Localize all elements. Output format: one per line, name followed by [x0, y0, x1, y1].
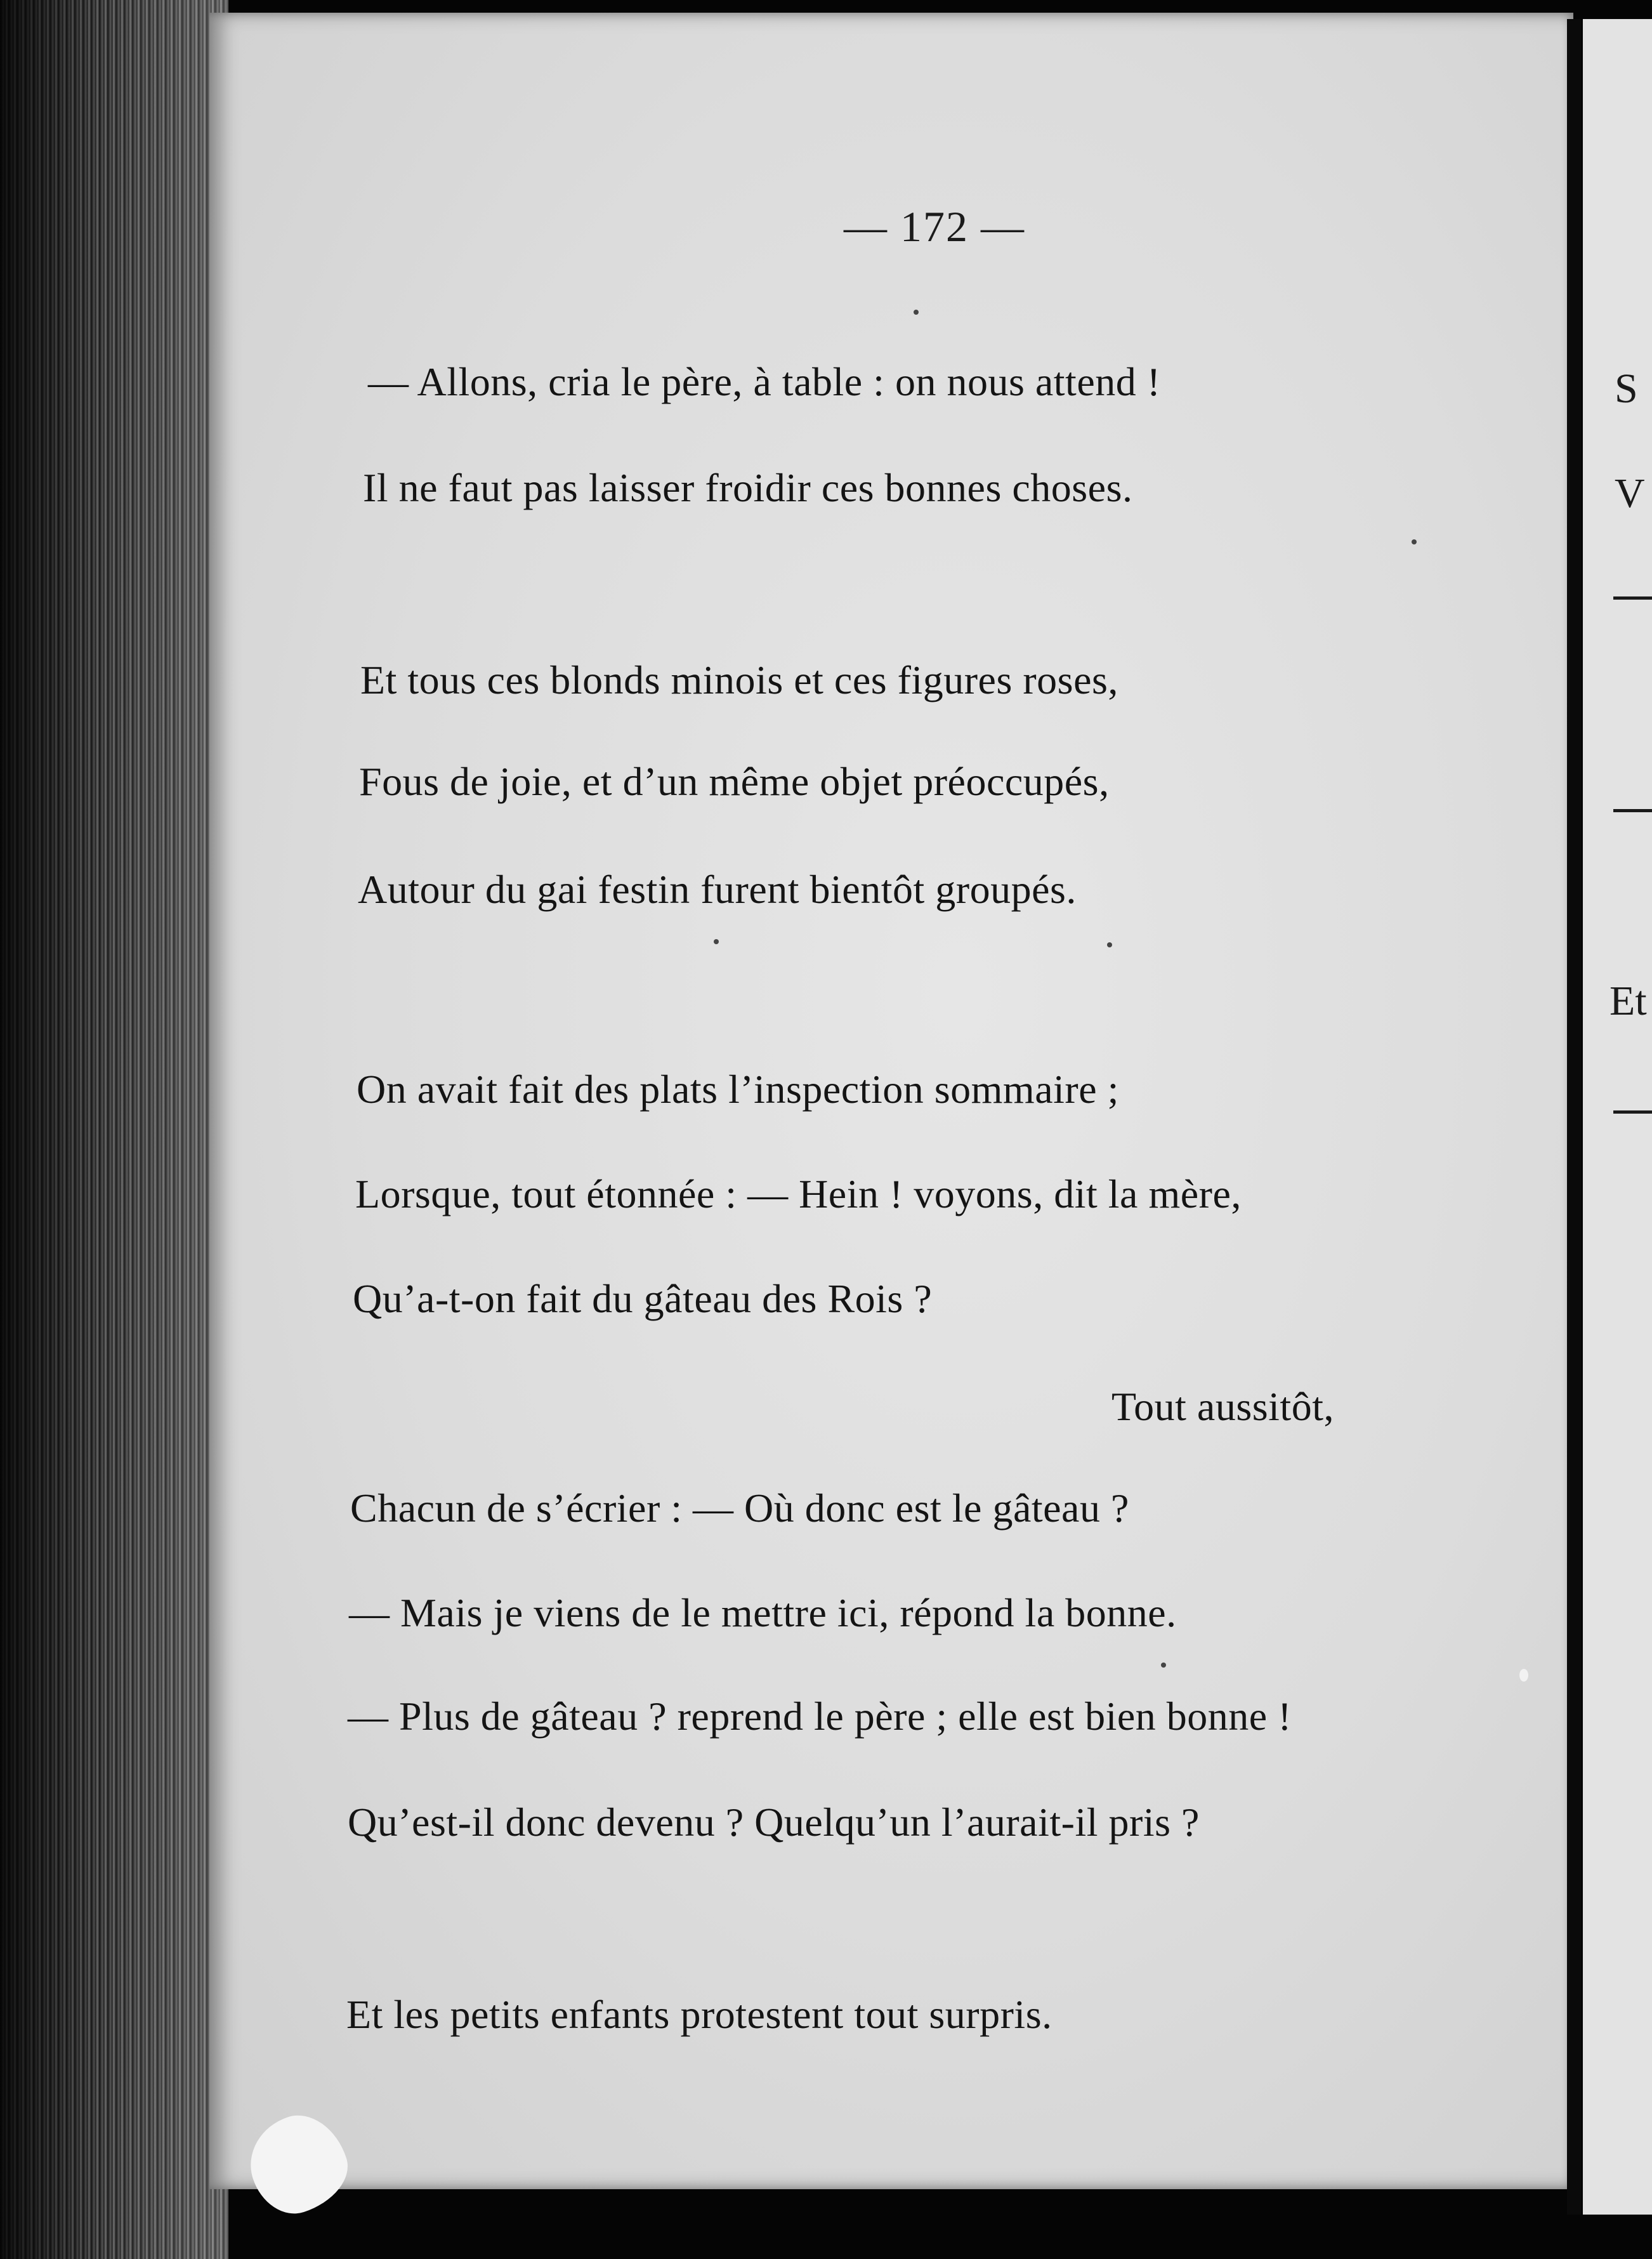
speck — [914, 310, 919, 315]
stacked-page-edges — [0, 0, 228, 2259]
verse-line-1: — Allons, cria le père, à table : on nous attend ! — [368, 359, 1161, 404]
facing-dash-3 — [1613, 1110, 1652, 1114]
verse-line-7: Lorsque, tout étonnée : — Hein ! voyons, dit la mère, — [355, 1171, 1242, 1216]
verse-line-4: Fous de joie, et d’un même objet préoccupés, — [359, 759, 1110, 804]
facing-page-edge — [1583, 19, 1652, 2215]
binding-gutter — [1567, 19, 1581, 2215]
verse-line-14: Et les petits enfants protestent tout surpris. — [346, 1992, 1052, 2037]
speck — [1412, 539, 1417, 544]
verse-line-3: Et tous ces blonds minois et ces figures roses, — [360, 657, 1118, 702]
verse-line-5: Autour du gai festin furent bientôt groupés. — [358, 867, 1077, 912]
speck — [1519, 1669, 1528, 1682]
page-number: — 172 — — [844, 202, 1025, 251]
verse-line-13: Qu’est-il donc devenu ? Quelqu’un l’aurait-il pris ? — [348, 1800, 1200, 1845]
facing-fragment-3: Et — [1609, 978, 1647, 1024]
facing-dash-2 — [1613, 809, 1652, 812]
facing-fragment-2: V — [1615, 470, 1645, 517]
speck — [1107, 942, 1112, 947]
verse-line-8: Qu’a-t-on fait du gâteau des Rois ? — [353, 1276, 933, 1321]
verse-line-6: On avait fait des plats l’inspection sommaire ; — [357, 1067, 1119, 1112]
speck — [1161, 1663, 1166, 1668]
verse-line-9: Tout aussitôt, — [1111, 1384, 1334, 1429]
facing-dash-1 — [1613, 596, 1652, 600]
verse-line-10: Chacun de s’écrier : — Où donc est le gâteau ? — [350, 1485, 1129, 1531]
verse-line-2: Il ne faut pas laisser froidir ces bonnes choses. — [363, 465, 1133, 510]
speck — [714, 939, 719, 944]
verse-line-11: — Mais je viens de le mettre ici, répond la bonne. — [349, 1590, 1177, 1635]
facing-fragment-1: S — [1615, 366, 1638, 412]
verse-line-12: — Plus de gâteau ? reprend le père ; elle est bien bonne ! — [348, 1694, 1292, 1739]
